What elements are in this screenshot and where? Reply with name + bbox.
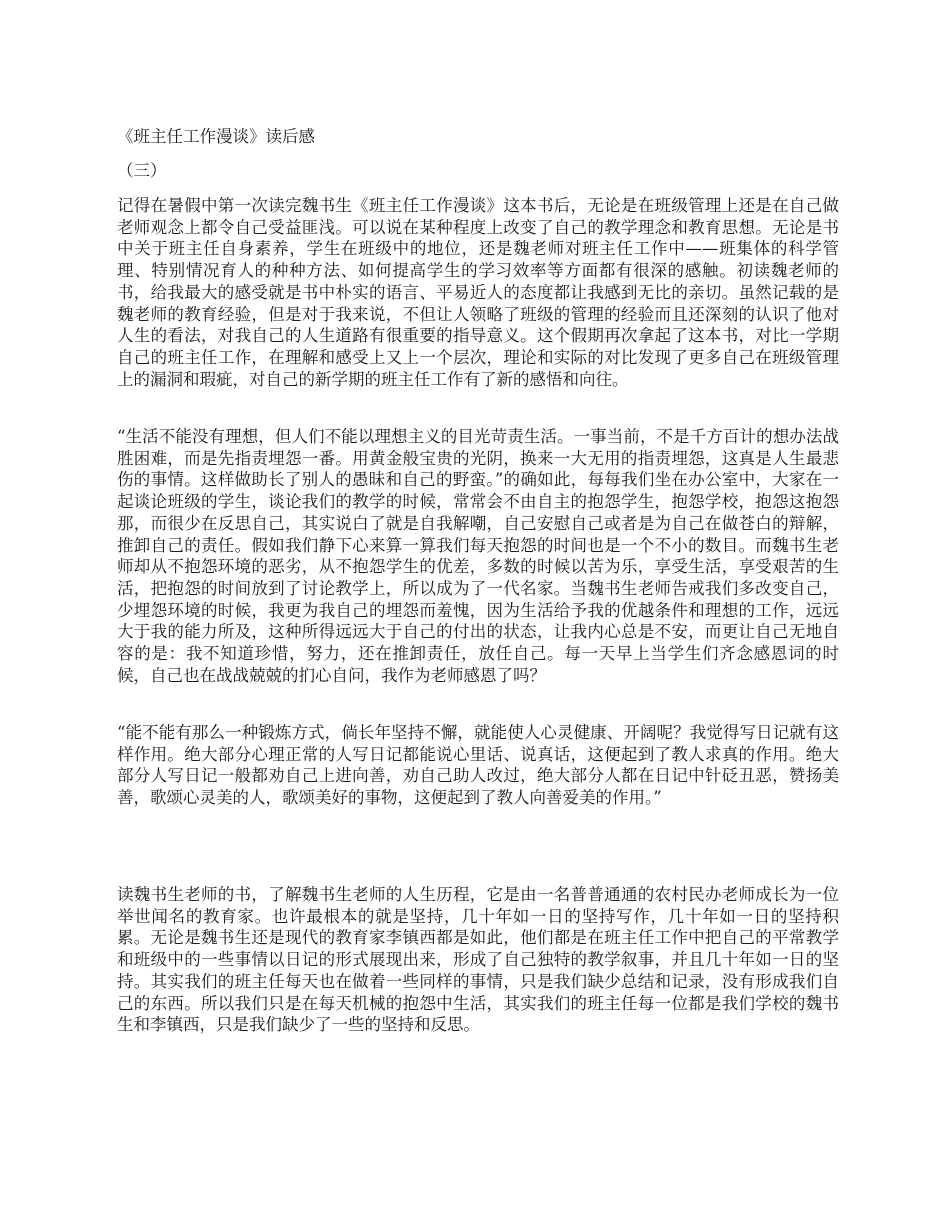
document-subtitle: （三） bbox=[117, 161, 167, 180]
document-title: 《班主任工作漫谈》读后感 bbox=[117, 127, 315, 146]
paragraph-3: “能不能有那么一种锻炼方式，倘长年坚持不懈，就能使人心灵健康、开阔呢？我觉得写日记就有这样作用。绝大部分心理正常的人写日记都能说心里话、说真话，这便起到了教人求真的作用。绝大部分人写日记一般都劝自己上进向善，劝自己助人改过，绝大部分人都在日记中针砭丑恶，赞扬美善，歌颂心灵美的人，歌颂美好的事物，这便起到了教人向善爱美的作用。” bbox=[117, 723, 839, 808]
paragraph-1: 记得在暑假中第一次读完魏书生《班主任工作漫谈》这本书后，无论是在班级管理上还是在自己做老师观念上都令自己受益匪浅。可以说在某种程度上改变了自己的教学理念和教育思想。无论是书中关于班主任自身素养，学生在班级中的地位，还是魏老师对班主任工作中——班集体的科学管理、特别情况育人的种种方法、如何提高学生的学习效率等方面都有很深的感触。初读魏老师的书，给我最大的感受就是书中朴实的语言、平易近人的态度都让我感到无比的亲切。虽然记载的是魏老师的教育经验，但是对于我来说，不但让人领略了班级的管理的经验而且还深刻的认识了他对人生的看法，对我自己的人生道路有很重要的指导意义。这个假期再次拿起了这本书，对比一学期自己的班主任工作，在理解和感受上又上一个层次，理论和实际的对比发现了更多自己在班级管理上的漏洞和瑕疵，对自己的新学期的班主任工作有了新的感悟和向往。 bbox=[117, 196, 839, 389]
paragraph-4: 读魏书生老师的书，了解魏书生老师的人生历程，它是由一名普普通通的农村民办老师成长为一位举世闻名的教育家。也许最根本的就是坚持，几十年如一日的坚持写作，几十年如一日的坚持积累。无论是魏书生还是现代的教育家李镇西都是如此，他们都是在班主任工作中把自己的平常教学和班级中的一些事情以日记的形式展现出来，形成了自己独特的教学叙事，并且几十年如一日的坚持。其实我们的班主任每天也在做着一些同样的事情，只是我们缺少总结和记录，没有形成我们自己的东西。所以我们只是在每天机械的抱怨中生活，其实我们的班主任每一位都是我们学校的魏书生和李镇西，只是我们缺少了一些的坚持和反思。 bbox=[117, 885, 839, 1035]
paragraph-2: “生活不能没有理想，但人们不能以理想主义的目光苛责生活。一事当前，不是千方百计的想办法战胜困难，而是先指责埋怨一番。用黄金般宝贵的光阴，换来一大无用的指责埋怨，这真是人生最悲伤的事情。这样做助长了别人的愚昧和自己的野蛮。”的确如此，每每我们坐在办公室中，大家在一起谈论班级的学生，谈论我们的教学的时候，常常会不由自主的抱怨学生，抱怨学校，抱怨这抱怨那，而很少在反思自己，其实说白了就是自我解嘲，自己安慰自己或者是为自己在做苍白的辩解，推卸自己的责任。假如我们静下心来算一算我们每天抱怨的时间也是一个不小的数目。而魏书生老师却从不抱怨环境的恶劣，从不抱怨学生的优差，多数的时候以苦为乐，享受生活，享受艰苦的生活，把抱怨的时间放到了讨论教学上，所以成为了一代名家。当魏书生老师告戒我们多改变自己，少埋怨环境的时候，我更为我自己的埋怨而羞愧，因为生活给予我的优越条件和理想的工作，远远大于我的能力所及，这种所得远远大于自己的付出的状态，让我内心总是不安，而更让自己无地自容的是：我不知道珍惜，努力，还在推卸责任，放任自己。每一天早上当学生们齐念感恩词的时候，自己也在战战兢兢的扪心自问，我作为老师感恩了吗？ bbox=[117, 427, 839, 685]
